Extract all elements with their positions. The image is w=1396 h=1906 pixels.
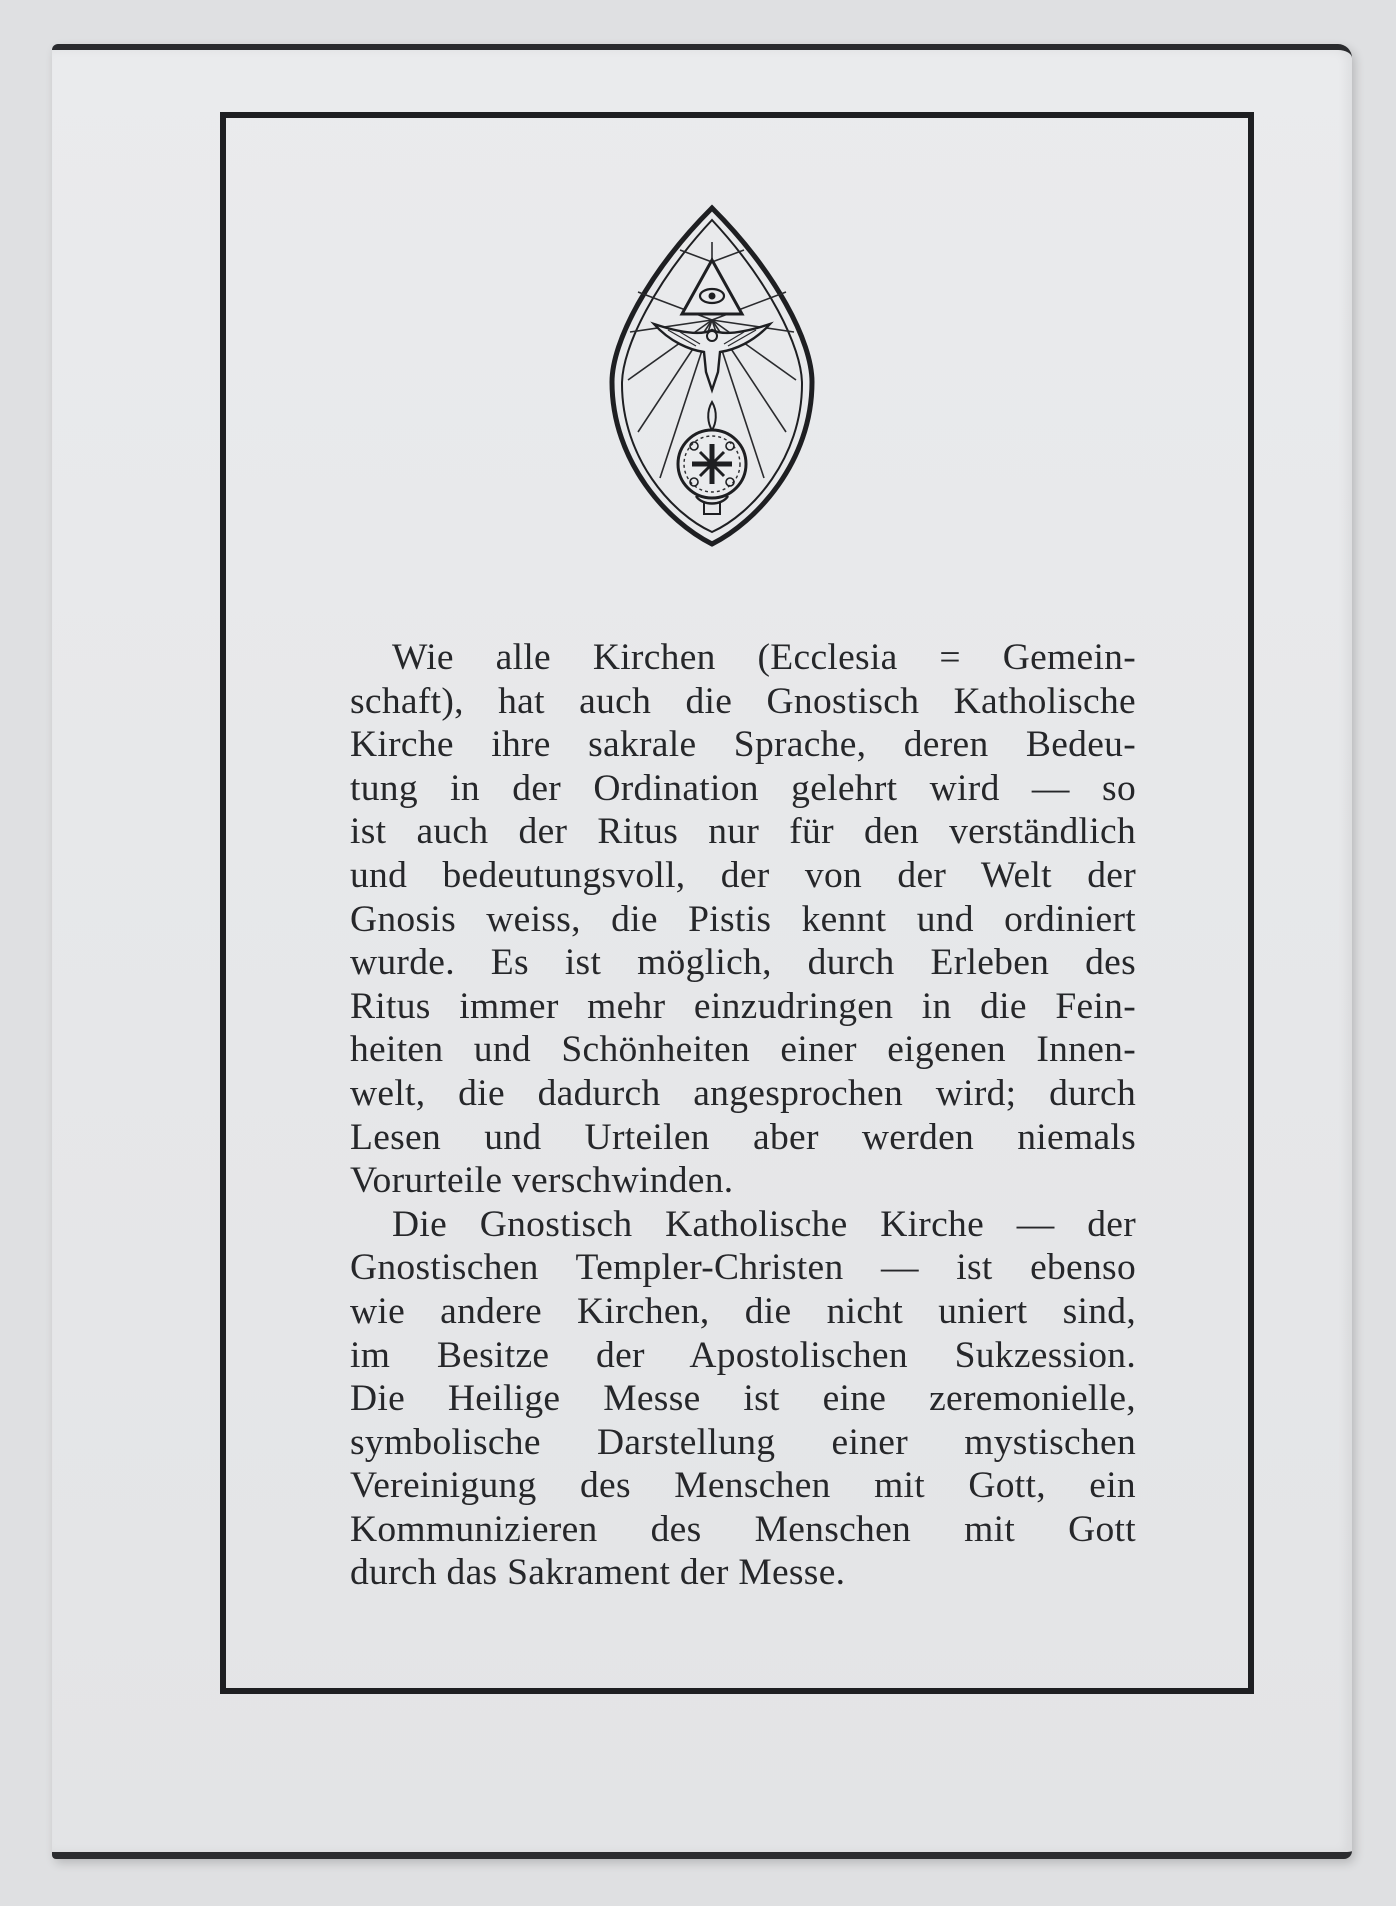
text-line: schaft), hat auch die Gnostisch Katholische [350,680,1136,722]
text-line: Wie alle Kirchen (Ecclesia = Gemein- [392,637,1136,678]
body-text [350,636,1136,1595]
text-line: wie andere Kirchen, die nicht uniert sind, [350,1290,1136,1332]
text-line: heiten und Schönheiten einer eigenen Innen- [350,1029,1136,1071]
gnostic-vesica-seal-icon [608,202,816,548]
text-line: im Besitze der Apostolischen Sukzession. [350,1334,1136,1376]
text-line: und bedeutungsvoll, der von der Welt der [350,854,1136,896]
text-line: Gnostischen Templer-Christen — ist ebenso [350,1247,1136,1289]
paragraph-1 [350,636,1136,1203]
text-line: Kommunizieren des Menschen mit Gott [350,1508,1136,1550]
text-line: symbolische Darstellung einer mystischen [350,1421,1136,1463]
text-line: Lesen und Urteilen aber werden niemals [350,1116,1136,1158]
paragraph-2 [350,1203,1136,1595]
text-line: Die Gnostisch Katholische Kirche — der [392,1203,1136,1245]
text-line: Gnosis weiss, die Pistis kennt und ordiniert [350,898,1136,940]
text-line: welt, die dadurch angesprochen wird; durch [350,1072,1136,1114]
text-line: tung in der Ordination gelehrt wird — so [350,767,1136,809]
text-line: Ritus immer mehr einzudringen in die Fein- [350,985,1136,1027]
text-line: durch das Sakrament der Messe. [350,1552,846,1594]
text-line: ist auch der Ritus nur für den verständlich [350,811,1136,853]
text-line: Vereinigung des Menschen mit Gott, ein [350,1465,1136,1507]
text-line: wurde. Es ist möglich, durch Erleben des [350,942,1136,984]
text-line: Kirche ihre sakrale Sprache, deren Bedeu- [350,724,1136,766]
text-line: Die Heilige Messe ist eine zeremonielle, [350,1378,1136,1420]
text-line: Vorurteile verschwinden. [350,1160,734,1202]
